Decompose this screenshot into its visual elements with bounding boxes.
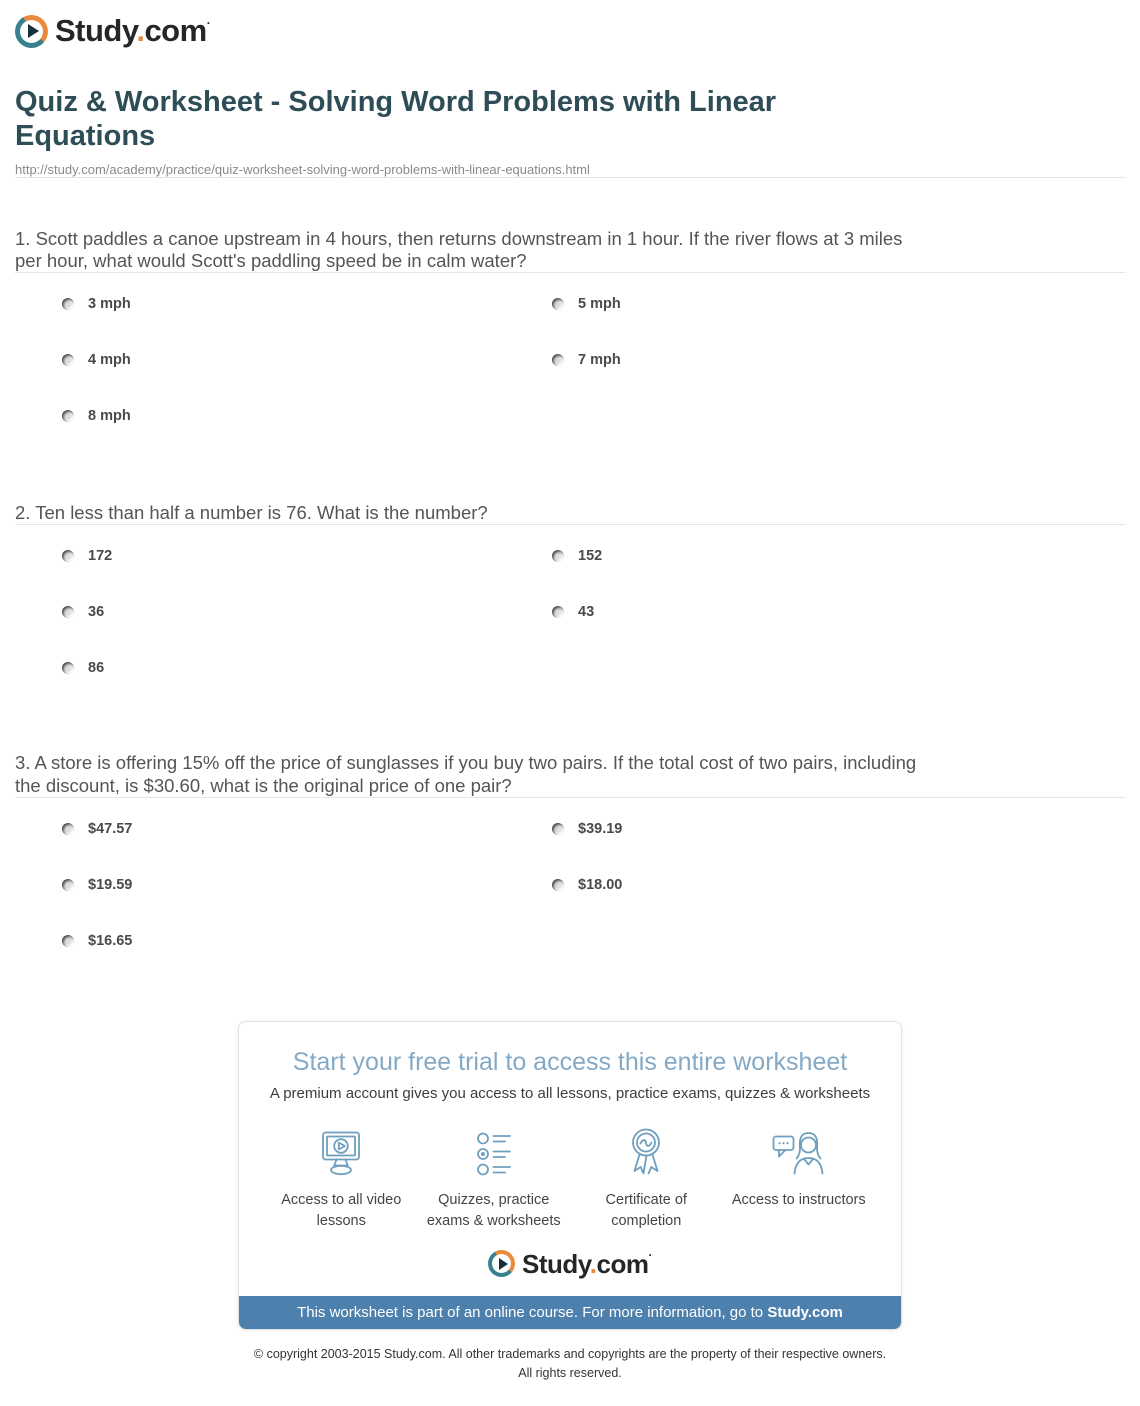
option-row bbox=[62, 296, 552, 352]
free-trial-box bbox=[238, 1021, 902, 1330]
question-text: 2. Ten less than half a number is 76. What is the number? bbox=[15, 502, 488, 524]
question-text: 1. Scott paddles a canoe upstream in 4 hours, then returns downstream in 1 hour. If the river flows at 3 miles per hour, what would Scott's paddling speed be in calm water? bbox=[15, 227, 903, 272]
option-label: 7 mph bbox=[578, 352, 621, 369]
logo-study: Study bbox=[55, 13, 137, 48]
radio-button[interactable] bbox=[552, 823, 564, 835]
radio-button[interactable] bbox=[552, 606, 564, 618]
radio-button[interactable] bbox=[552, 550, 564, 562]
question-1 bbox=[15, 228, 1125, 464]
option-label: $16.65 bbox=[88, 932, 133, 949]
question-2 bbox=[15, 502, 1125, 716]
page-title: Quiz & Worksheet - Solving Word Problems with Linear Equations bbox=[15, 86, 777, 152]
radio-button[interactable] bbox=[62, 823, 74, 835]
option-label: 36 bbox=[88, 604, 105, 621]
feature-video-lessons bbox=[265, 1124, 418, 1232]
radio-button[interactable] bbox=[62, 354, 74, 366]
option-row bbox=[552, 821, 622, 877]
radio-button[interactable] bbox=[62, 935, 74, 947]
video-lessons-icon bbox=[312, 1130, 370, 1180]
feature-certificate bbox=[570, 1124, 723, 1232]
option-label: 152 bbox=[578, 548, 603, 565]
option-label: $18.00 bbox=[578, 876, 623, 893]
radio-button[interactable] bbox=[62, 298, 74, 310]
option-row bbox=[62, 548, 552, 604]
radio-button[interactable] bbox=[552, 354, 564, 366]
trial-heading: Start your free trial to access this entire worksheet bbox=[292, 1047, 848, 1076]
question-3-options bbox=[15, 798, 1125, 989]
feature-label: Quizzes, practice exams & worksheets bbox=[426, 1191, 561, 1229]
option-row bbox=[552, 877, 622, 933]
divider bbox=[15, 177, 1125, 178]
option-row bbox=[62, 408, 552, 464]
option-label: 5 mph bbox=[578, 296, 621, 313]
quizzes-list-icon bbox=[465, 1130, 523, 1180]
play-circle-logo-icon bbox=[15, 15, 48, 48]
radio-button[interactable] bbox=[552, 298, 564, 310]
option-row bbox=[62, 933, 552, 989]
option-label: 86 bbox=[88, 660, 105, 677]
radio-button[interactable] bbox=[62, 410, 74, 422]
option-label: 3 mph bbox=[88, 296, 131, 313]
option-label: 43 bbox=[578, 604, 595, 621]
radio-button[interactable] bbox=[62, 879, 74, 891]
option-row bbox=[62, 877, 552, 933]
option-label: $47.57 bbox=[88, 820, 133, 837]
question-1-options bbox=[15, 273, 1125, 464]
option-label: 8 mph bbox=[88, 408, 131, 425]
banner-text: This worksheet is part of an online course. For more information, go to bbox=[297, 1303, 768, 1321]
option-row bbox=[552, 296, 621, 352]
radio-button[interactable] bbox=[62, 606, 74, 618]
option-row bbox=[552, 352, 621, 408]
option-label: 172 bbox=[88, 548, 113, 565]
studycom-logo bbox=[15, 10, 1125, 52]
play-circle-logo-icon bbox=[488, 1250, 515, 1277]
option-label: $39.19 bbox=[578, 820, 623, 837]
option-row bbox=[62, 352, 552, 408]
logo-study: Study bbox=[522, 1248, 590, 1279]
radio-button[interactable] bbox=[62, 550, 74, 562]
logo-wordmark bbox=[55, 13, 210, 49]
studycom-logo-small bbox=[488, 1248, 652, 1280]
feature-instructors bbox=[723, 1124, 876, 1232]
radio-button[interactable] bbox=[552, 879, 564, 891]
logo-dot: . bbox=[136, 13, 145, 48]
banner-studycom-link[interactable]: Study.com bbox=[767, 1303, 843, 1321]
feature-label: Certificate of completion bbox=[605, 1191, 687, 1229]
option-row bbox=[62, 821, 552, 877]
logo-trademark: · bbox=[648, 1247, 652, 1262]
copyright-footer bbox=[190, 1345, 950, 1406]
option-label: 4 mph bbox=[88, 352, 131, 369]
copyright-line1: © copyright 2003-2015 Study.com. All other trademarks and copyrights are the property of their respective owners. bbox=[253, 1346, 887, 1361]
question-3 bbox=[15, 752, 1125, 988]
option-row bbox=[552, 548, 602, 604]
logo-wordmark bbox=[522, 1248, 652, 1280]
option-label: $19.59 bbox=[88, 876, 133, 893]
logo-com: com bbox=[596, 1248, 649, 1279]
certificate-icon bbox=[617, 1126, 675, 1180]
option-row bbox=[62, 660, 552, 716]
trial-subheading: A premium account gives you access to all lessons, practice exams, quizzes & worksheets bbox=[269, 1084, 871, 1102]
instructors-icon bbox=[770, 1128, 828, 1180]
copyright-line2: All rights reserved. bbox=[518, 1366, 622, 1381]
option-row bbox=[62, 604, 552, 660]
logo-trademark: · bbox=[206, 16, 211, 30]
question-2-options bbox=[15, 525, 1125, 716]
question-text: 3. A store is offering 15% off the price of sunglasses if you buy two pairs. If the total cost of two pairs, including the discount, is $30.60, what is the original price of one pair? bbox=[15, 752, 917, 796]
feature-label: Access to instructors bbox=[731, 1191, 866, 1208]
option-row bbox=[552, 604, 602, 660]
radio-button[interactable] bbox=[62, 662, 74, 674]
logo-com: com bbox=[144, 13, 207, 48]
feature-list bbox=[239, 1124, 901, 1232]
logo-dot: . bbox=[589, 1248, 597, 1279]
feature-quizzes bbox=[418, 1124, 571, 1232]
feature-label: Access to all video lessons bbox=[281, 1191, 402, 1229]
page-url: http://study.com/academy/practice/quiz-worksheet-solving-word-problems-with-linear-equations.html bbox=[15, 161, 590, 177]
course-info-banner bbox=[239, 1296, 901, 1329]
